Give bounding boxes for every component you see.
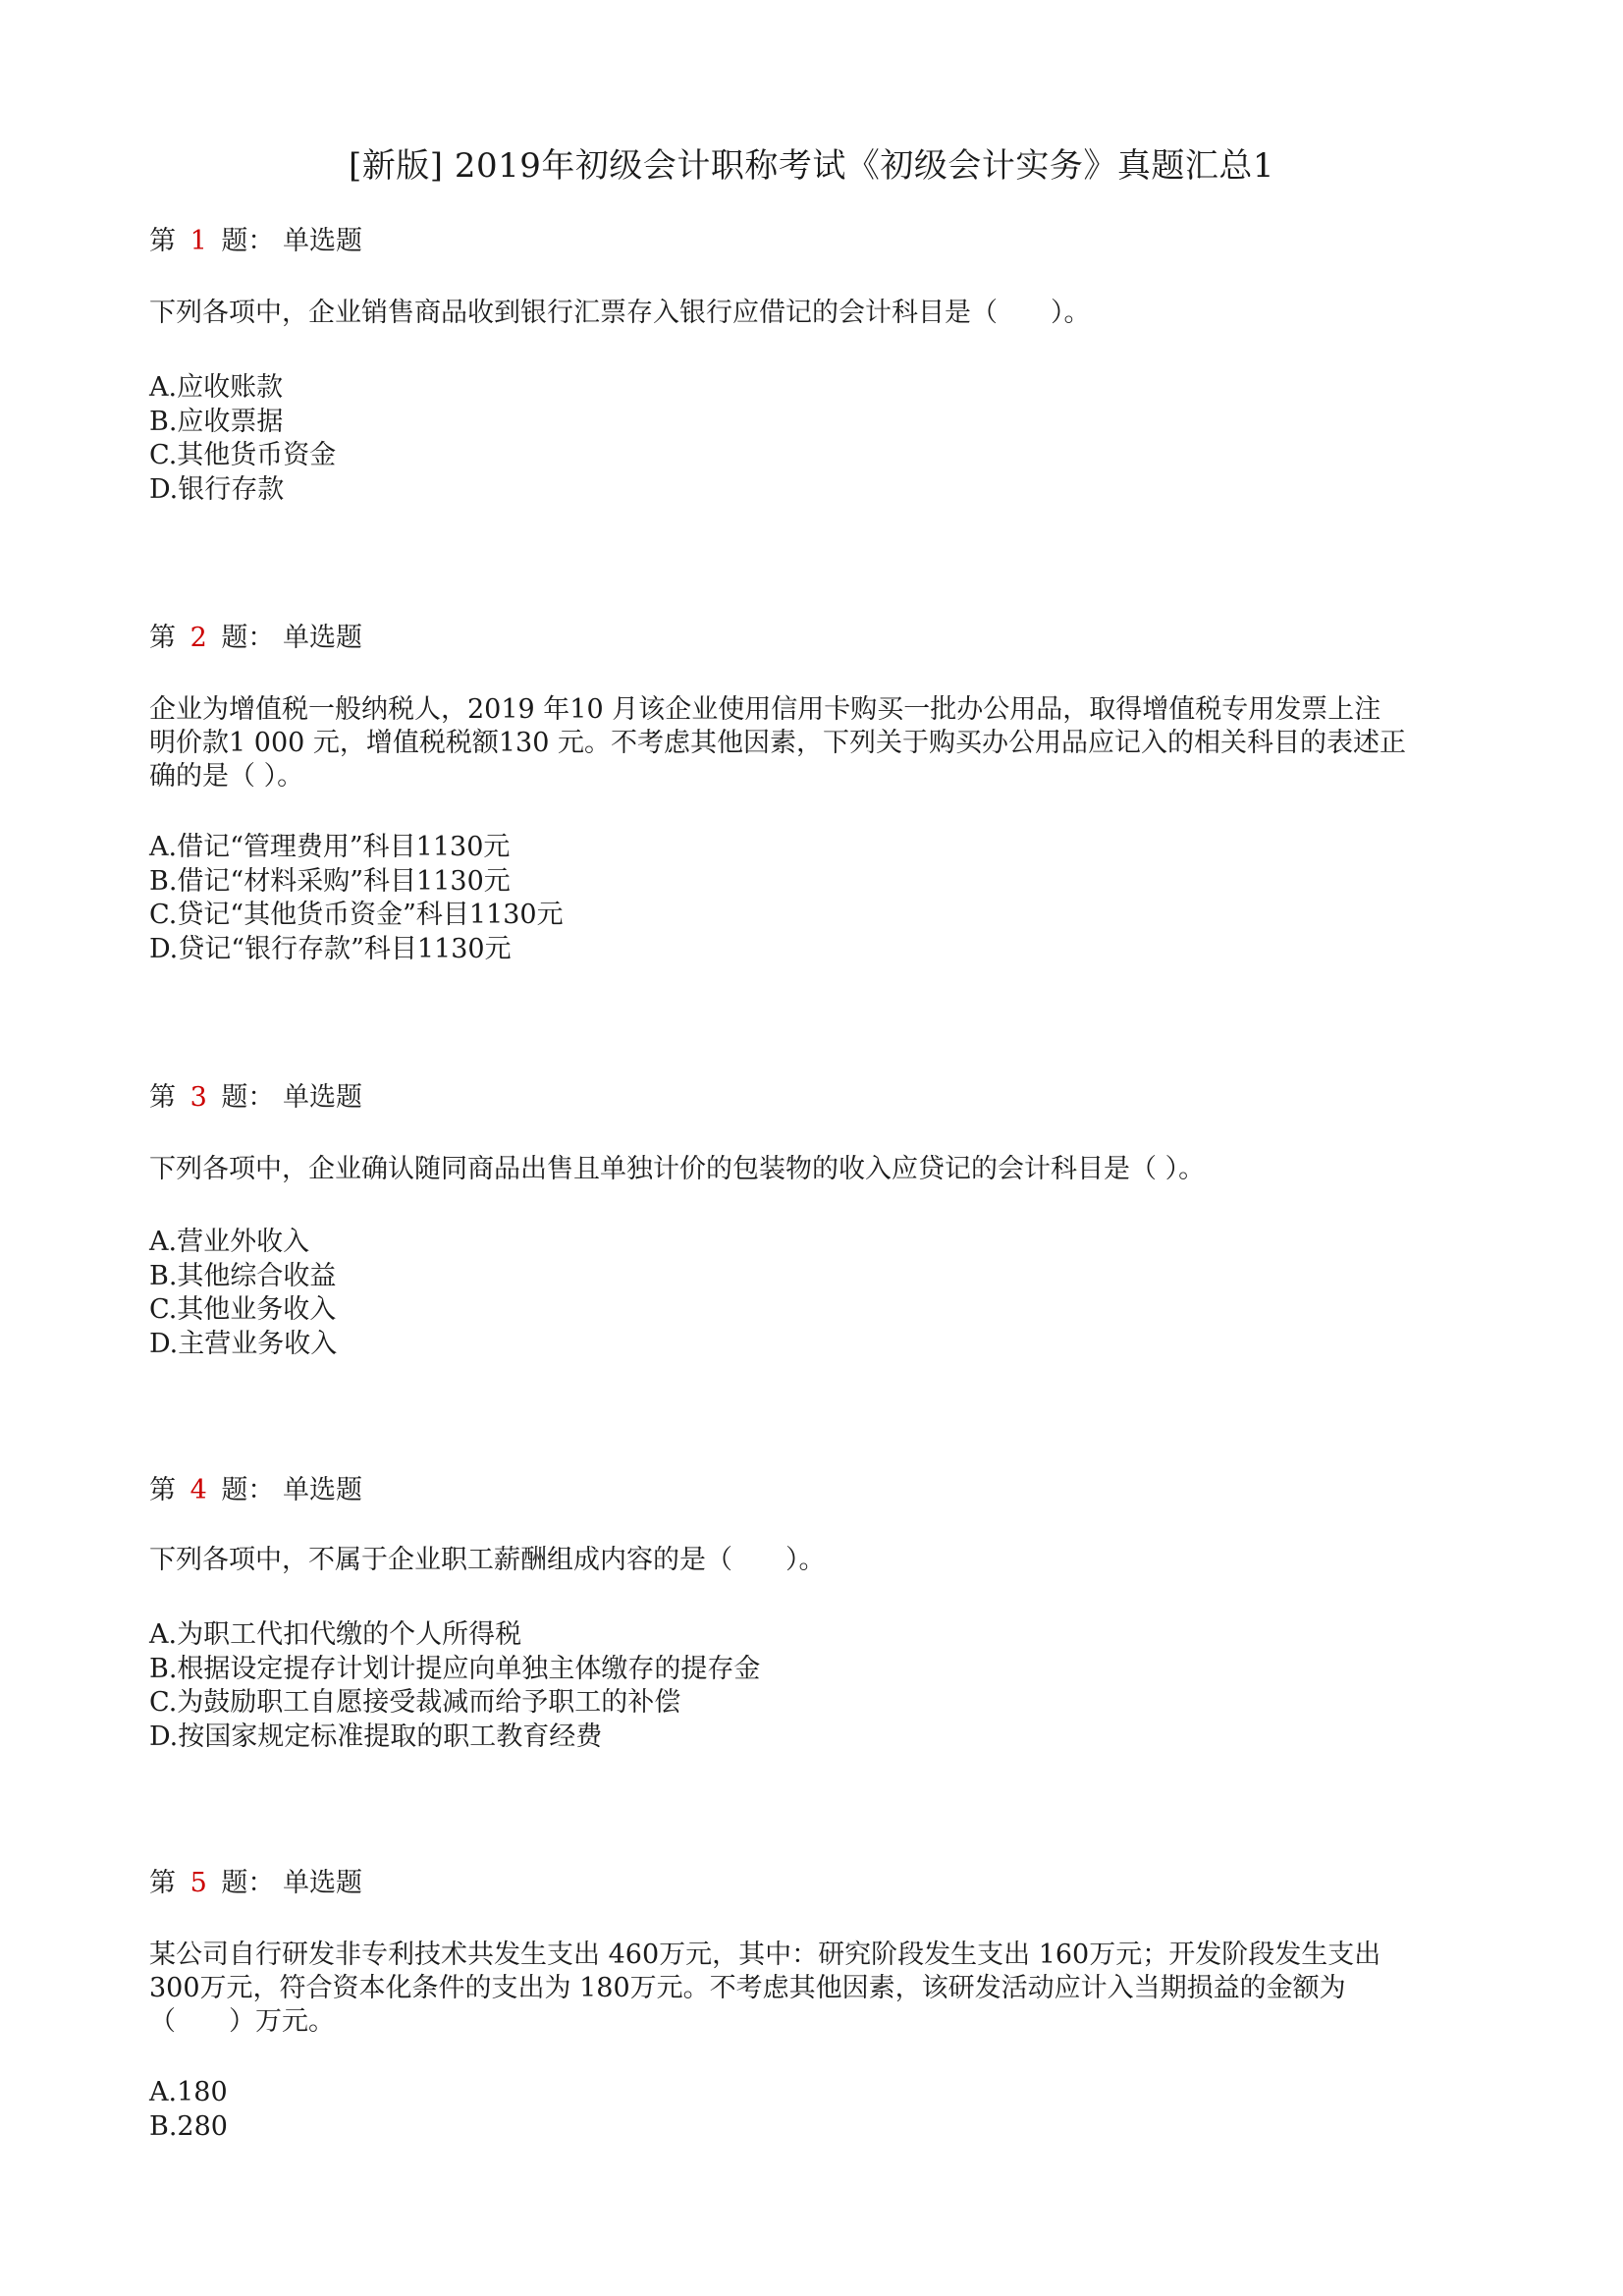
option-b: B.应收票据 (149, 406, 284, 437)
stem-line: 下列各项中，企业确认随同商品出售且单独计价的包装物的收入应贷记的会计科目是（ ）。 (149, 1154, 1206, 1184)
question-1-header (149, 224, 362, 259)
stem-line: 300万元，符合资本化条件的支出为 180万元。不考虑其他因素，该研发活动应计入当期损益的金额为 (149, 1973, 1346, 2003)
question-3-header (149, 1080, 362, 1116)
question-label-suffix: 题： (221, 226, 275, 256)
question-1-stem (149, 297, 1485, 330)
question-1-options (149, 371, 336, 507)
question-5-options (149, 2076, 228, 2144)
option-c: C.贷记“其他货币资金”科目1130元 (149, 900, 564, 930)
question-label-prefix: 第 (149, 1082, 176, 1113)
option-b: B.借记“材料采购”科目1130元 (149, 865, 511, 897)
question-5-stem (149, 1939, 1485, 2039)
option-b: B.280 (149, 2110, 228, 2142)
question-number: 1 (189, 226, 207, 256)
question-number: 5 (189, 1868, 207, 1898)
question-label-prefix: 第 (149, 623, 176, 653)
option-c: C.其他业务收入 (149, 1294, 337, 1325)
stem-line: 确的是（ ）。 (149, 761, 304, 792)
question-3-options (149, 1226, 337, 1361)
stem-line: 企业为增值税一般纳税人，2019 年10 月该企业使用信用卡购买一批办公用品，取得增值税专用发票上注 (149, 694, 1381, 725)
question-type: 单选题 (282, 1475, 362, 1505)
option-a: A.应收账款 (149, 372, 284, 403)
option-a: A.营业外收入 (149, 1227, 310, 1257)
question-label-suffix: 题： (221, 1082, 275, 1113)
question-4-stem (149, 1544, 1485, 1577)
stem-line: 明价款1 000 元，增值税税额130 元。不考虑其他因素，下列关于购买办公用品应记入的相关科目的表述正 (149, 728, 1406, 758)
question-label-suffix: 题： (221, 623, 275, 653)
question-number: 3 (189, 1082, 207, 1113)
option-c: C.其他货币资金 (149, 440, 337, 470)
option-a: A.为职工代扣代缴的个人所得税 (149, 1619, 522, 1650)
question-type: 单选题 (282, 623, 362, 653)
question-label-prefix: 第 (149, 226, 176, 256)
stem-line: 下列各项中，企业销售商品收到银行汇票存入银行应借记的会计科目是（ ）。 (149, 298, 1091, 328)
question-3-stem (149, 1153, 1485, 1186)
option-a: A.180 (149, 2077, 228, 2107)
question-5-header (149, 1866, 362, 1901)
option-d: D.按国家规定标准提取的职工教育经费 (149, 1721, 603, 1752)
option-d: D.银行存款 (149, 473, 285, 505)
question-2-header (149, 621, 362, 656)
option-b: B.其他综合收益 (149, 1260, 337, 1291)
question-4-header (149, 1473, 362, 1508)
stem-line: （ ）万元。 (149, 2006, 335, 2037)
question-2-options (149, 831, 564, 966)
option-d: D.贷记“银行存款”科目1130元 (149, 933, 512, 964)
stem-line: 某公司自行研发非专利技术共发生支出 460万元，其中：研究阶段发生支出 160万元；开发阶段发生支出 (149, 1940, 1381, 1970)
question-type: 单选题 (282, 1868, 362, 1898)
question-type: 单选题 (282, 226, 362, 256)
question-label-prefix: 第 (149, 1868, 176, 1898)
option-a: A.借记“管理费用”科目1130元 (149, 832, 511, 862)
document-title: [新版] 2019年初级会计职称考试《初级会计实务》真题汇总1 (349, 146, 1274, 186)
question-type: 单选题 (282, 1082, 362, 1113)
question-label-suffix: 题： (221, 1868, 275, 1898)
question-number: 2 (189, 623, 207, 653)
option-b: B.根据设定提存计划计提应向单独主体缴存的提存金 (149, 1653, 761, 1684)
question-4-options (149, 1618, 760, 1754)
question-label-prefix: 第 (149, 1475, 176, 1505)
option-c: C.为鼓励职工自愿接受裁减而给予职工的补偿 (149, 1687, 681, 1718)
question-number: 4 (189, 1475, 207, 1505)
option-d: D.主营业务收入 (149, 1328, 338, 1359)
question-label-suffix: 题： (221, 1475, 275, 1505)
stem-line: 下列各项中，不属于企业职工薪酬组成内容的是（ ）。 (149, 1545, 826, 1575)
question-2-stem (149, 693, 1485, 793)
